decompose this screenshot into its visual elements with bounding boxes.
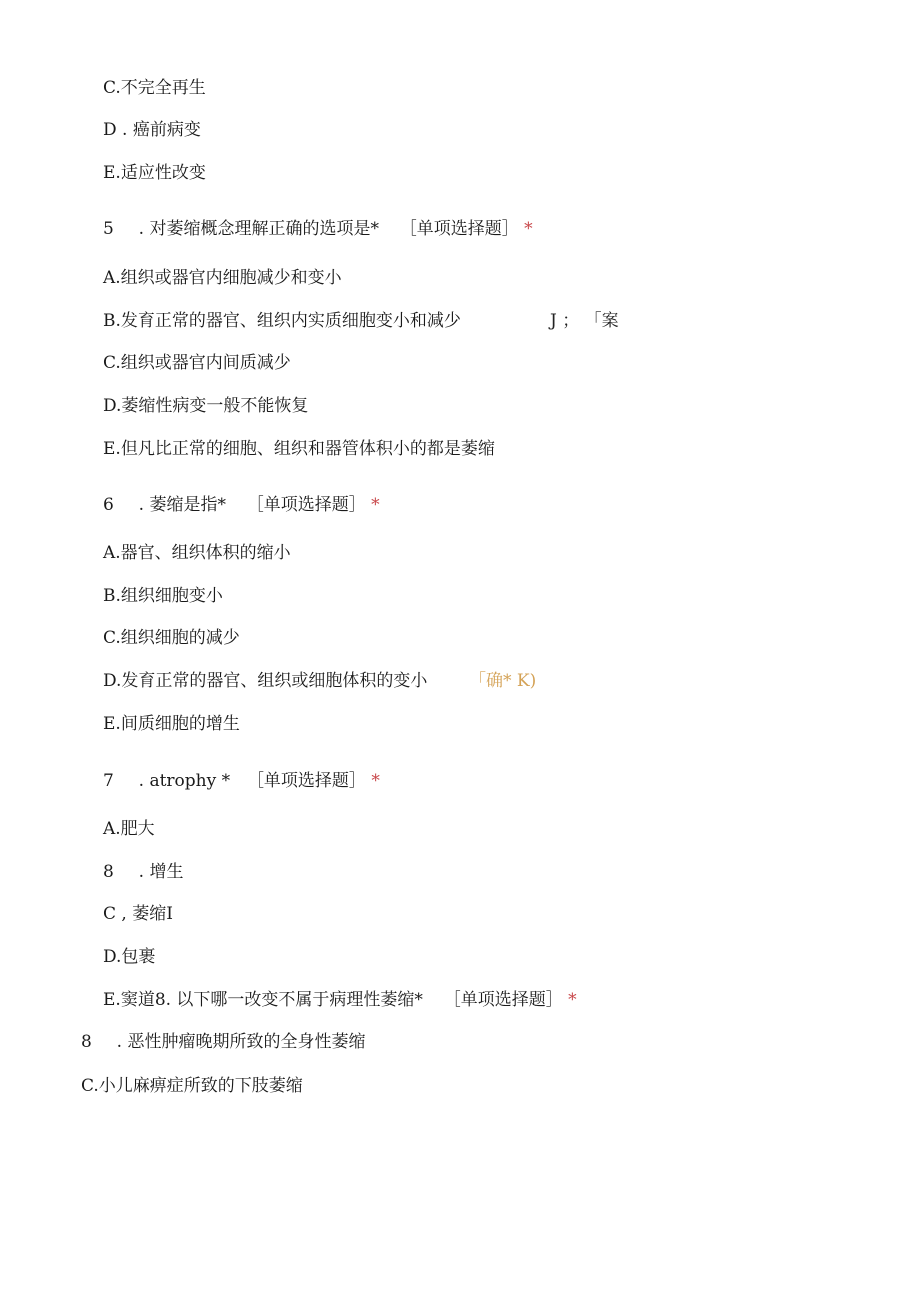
question-type: ［单项选择题］ [246,495,366,515]
option-d: D.包裹 [103,947,156,967]
option-number: 8 [81,1032,92,1052]
option-c: C , 萎缩I [103,904,173,924]
question-number: 5 [103,219,114,239]
option-a: A.肥大 [103,819,155,839]
option-c: C.小儿麻痹症所致的下肢萎缩 [81,1076,303,1096]
option-number: 8 [103,862,114,882]
question-text: . atrophy * [138,771,231,791]
question-type: ［单项选择题］ [443,990,563,1010]
answer-mark: 「确* K) [469,671,537,691]
option-text: D.发育正常的器官、组织或细胞体积的变小 [103,671,428,691]
option-b: B.组织细胞变小 [103,586,223,606]
option-a [81,1030,365,1054]
option-text: B.发育正常的器官、组织内实质细胞变小和减少 [103,311,461,331]
required-star: * [524,219,533,239]
option-c: C.组织细胞的减少 [103,628,240,648]
option-a: A.器官、组织体积的缩小 [103,543,291,563]
option-text: . 增生 [138,862,184,882]
question-6 [103,493,380,517]
option-b [103,860,183,884]
option-c: C.不完全再生 [103,78,206,98]
option-d: D.萎缩性病变一般不能恢复 [103,396,309,416]
required-star: * [371,495,380,515]
required-star: * [371,771,380,791]
option-text: . 恶性肿瘤晚期所致的全身性萎缩 [116,1032,366,1052]
option-e: E.间质细胞的增生 [103,714,240,734]
required-star: * [568,990,577,1010]
question-number: 7 [103,771,114,791]
option-a: A.组织或器官内细胞减少和变小 [103,268,342,288]
option-d [103,669,537,693]
option-e-question-8 [103,988,577,1012]
option-b [103,309,619,333]
question-7 [103,769,380,793]
answer-mark: J ； 「案 [550,311,619,331]
option-e: E.适应性改变 [103,163,206,183]
question-type: ［单项选择题］ [399,219,519,239]
option-c: C.组织或器官内间质减少 [103,353,291,373]
question-text: . 萎缩是指* [138,495,226,515]
option-d: D . 癌前病变 [103,120,201,140]
question-text: E.窦道8. 以下哪一改变不属于病理性萎缩* [103,990,423,1010]
question-number: 6 [103,495,114,515]
question-type: ［单项选择题］ [246,771,366,791]
question-text: . 对萎缩概念理解正确的选项是* [138,219,379,239]
question-5 [103,217,533,241]
option-e: E.但凡比正常的细胞、组织和器管体积小的都是萎缩 [103,439,495,459]
